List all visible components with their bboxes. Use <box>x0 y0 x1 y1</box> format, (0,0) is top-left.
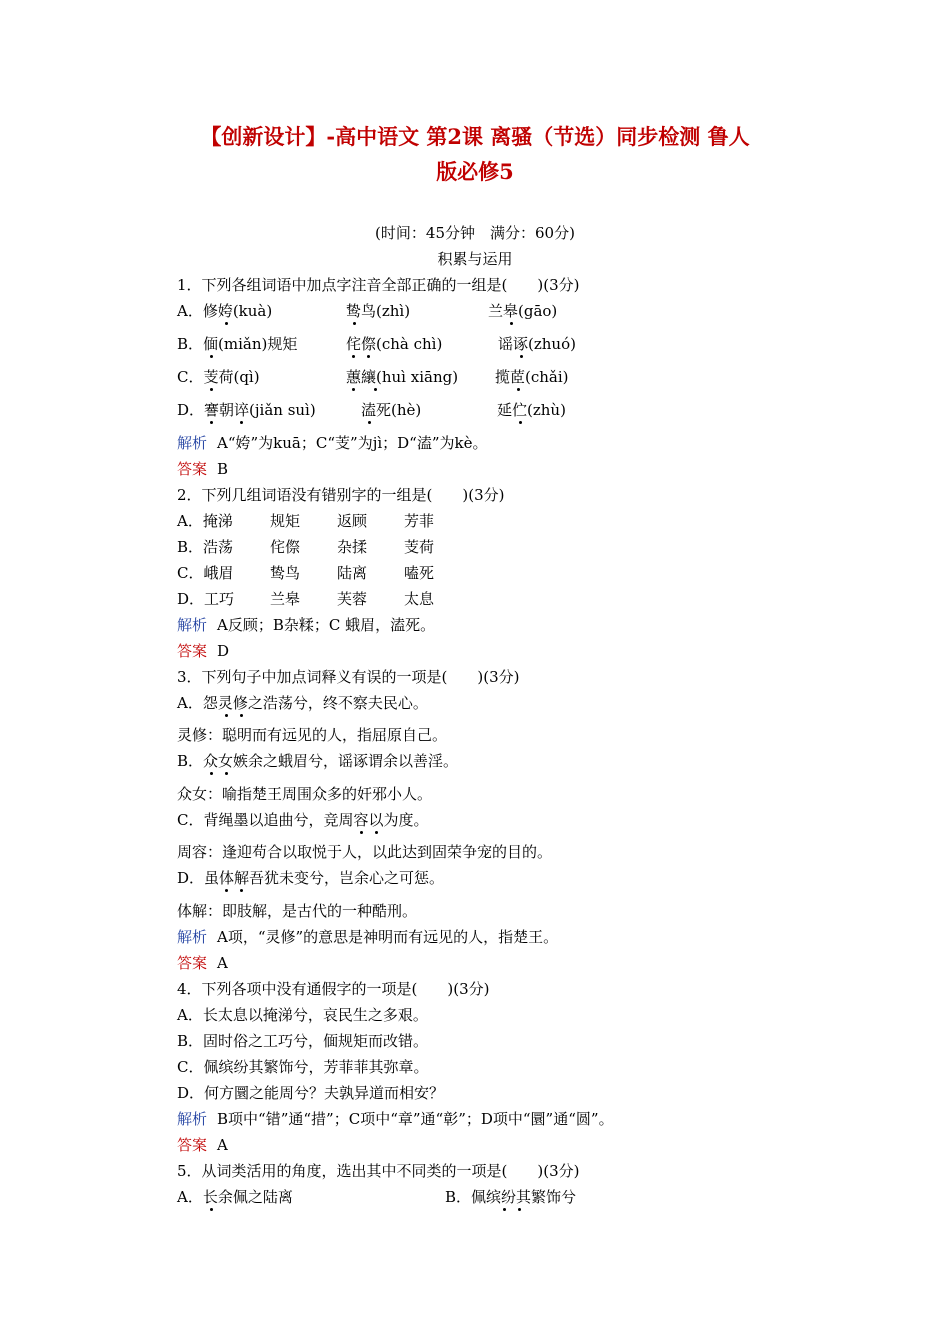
emphasis-dot <box>210 388 213 391</box>
q2-answer <box>177 641 229 661</box>
emphasis-dot <box>510 322 513 325</box>
q5-stem: 5．从词类活用的角度，选出其中不同类的一项是( )(3分) <box>177 1162 580 1180</box>
q3-option-d: D．虽体解吾犹未变兮，岂余心之可惩。 <box>177 869 445 887</box>
emphasis-dot <box>520 355 523 358</box>
q2-answer-text: D <box>217 642 230 660</box>
emphasis-dot <box>367 355 370 358</box>
emphasis-dot <box>225 889 228 892</box>
analysis-label: 解析 <box>177 928 208 946</box>
emphasis-dot <box>518 1208 521 1211</box>
emphasis-dot <box>503 1208 506 1211</box>
q1-option-b-3: 谣诼(zhuó) <box>498 335 576 353</box>
q4-option-b: B．固时俗之工巧兮，偭规矩而改错。 <box>177 1032 429 1050</box>
emphasis-dot <box>240 889 243 892</box>
q3-option-a-explanation: 灵修：聪明而有远见的人，指屈原自己。 <box>177 726 448 744</box>
answer-label: 答案 <box>177 642 208 660</box>
emphasis-dot <box>240 714 243 717</box>
emphasis-dot <box>210 772 213 775</box>
answer-label: 答案 <box>177 954 208 972</box>
q3-analysis-text: A项，“灵修”的意思是神明而有远见的人，指楚王。 <box>217 928 559 946</box>
emphasis-dot <box>210 1208 213 1211</box>
q1-option-a-2: 鸷鸟(zhì) <box>346 302 411 320</box>
analysis-label: 解析 <box>177 1110 208 1128</box>
q2-option-d-4: 太息 <box>404 590 435 608</box>
q3-analysis <box>177 927 558 947</box>
q1-option-a-3: 兰皋(gāo) <box>488 302 558 320</box>
q5-option-b: B．佩缤纷其繁饰兮 <box>445 1188 577 1206</box>
q4-option-c: C．佩缤纷其繁饰兮，芳菲菲其弥章。 <box>177 1058 429 1076</box>
q1-analysis <box>177 433 487 453</box>
emphasis-dot <box>240 421 243 424</box>
emphasis-dot <box>375 831 378 834</box>
q3-answer <box>177 953 228 973</box>
q2-analysis <box>177 615 435 635</box>
answer-label: 答案 <box>177 460 208 478</box>
q1-option-d-3: 延伫(zhù) <box>497 401 566 419</box>
q1-option-b-1: B．偭(miǎn)规矩 <box>177 335 298 353</box>
q2-option-a-4: 芳菲 <box>404 512 435 530</box>
q2-option-c-1: C．峨眉 <box>177 564 234 582</box>
q2-option-a-2: 规矩 <box>270 512 301 530</box>
q4-analysis-text: B项中“错”通“措”；C项中“章”通“彰”；D项中“圜”通“圆”。 <box>217 1110 614 1128</box>
q1-option-c-1: C．芰荷(qì) <box>177 368 260 386</box>
time-score-info: (时间：45分钟 满分：60分) <box>375 224 575 242</box>
analysis-label: 解析 <box>177 434 208 452</box>
q4-option-d: D．何方圜之能周兮？夫孰异道而相安？ <box>177 1084 445 1102</box>
document-title-line-1: 【创新设计】-高中语文 第2课 离骚（节选）同步检测 鲁人 <box>200 124 750 149</box>
q2-option-c-3: 陆离 <box>337 564 368 582</box>
q1-option-a-1: A．修姱(kuà) <box>177 302 273 320</box>
document-title-line-2: 版必修5 <box>436 159 514 184</box>
analysis-label: 解析 <box>177 616 208 634</box>
q4-stem: 4．下列各项中没有通假字的一项是( )(3分) <box>177 980 490 998</box>
q1-option-c-3: 揽茝(chǎi) <box>495 368 569 386</box>
q4-answer <box>177 1135 228 1155</box>
emphasis-dot <box>225 322 228 325</box>
emphasis-dot <box>374 388 377 391</box>
q4-analysis <box>177 1109 614 1129</box>
q3-option-c: C．背绳墨以追曲兮，竞周容以为度。 <box>177 811 429 829</box>
q2-option-d-2: 兰皋 <box>270 590 301 608</box>
q2-analysis-text: A反顾；B杂糅；C 蛾眉，溘死。 <box>217 616 436 634</box>
q2-option-a-3: 返顾 <box>337 512 368 530</box>
emphasis-dot <box>519 421 522 424</box>
emphasis-dot <box>225 772 228 775</box>
q2-option-c-4: 嗑死 <box>404 564 435 582</box>
q3-option-b: B．众女嫉余之蛾眉兮，谣诼谓余以善淫。 <box>177 752 459 770</box>
q2-option-b-1: B．浩荡 <box>177 538 234 556</box>
q2-stem: 2．下列几组词语没有错别字的一组是( )(3分) <box>177 486 505 504</box>
emphasis-dot <box>210 355 213 358</box>
q1-option-d-1: D．謇朝谇(jiǎn suì) <box>177 401 316 419</box>
q4-answer-text: A <box>217 1136 228 1154</box>
q3-option-c-explanation: 周容：逢迎苟合以取悦于人，以此达到固荣争宠的目的。 <box>177 843 553 861</box>
q2-option-a-1: A．掩涕 <box>177 512 233 530</box>
q3-option-d-explanation: 体解：即肢解，是古代的一种酷刑。 <box>177 902 418 920</box>
q3-stem: 3．下列句子中加点词释义有误的一项是( )(3分) <box>177 668 520 686</box>
emphasis-dot <box>352 388 355 391</box>
emphasis-dot <box>353 322 356 325</box>
emphasis-dot <box>368 421 371 424</box>
q2-option-d-1: D．工巧 <box>177 590 235 608</box>
q2-option-d-3: 芙蓉 <box>337 590 368 608</box>
q1-answer <box>177 459 228 479</box>
q1-option-c-2: 蕙纕(huì xiāng) <box>346 368 459 386</box>
q1-stem: 1．下列各组词语中加点字注音全部正确的一组是( )(3分) <box>177 276 580 294</box>
q4-option-a: A．长太息以掩涕兮，哀民生之多艰。 <box>177 1006 428 1024</box>
q1-answer-text: B <box>217 460 229 478</box>
emphasis-dot <box>352 355 355 358</box>
q3-option-a: A．怨灵修之浩荡兮，终不察夫民心。 <box>177 694 428 712</box>
q2-option-c-2: 鸷鸟 <box>270 564 301 582</box>
q3-option-b-explanation: 众女：喻指楚王周围众多的奸邪小人。 <box>177 785 433 803</box>
q3-answer-text: A <box>217 954 228 972</box>
answer-label: 答案 <box>177 1136 208 1154</box>
q2-option-b-4: 芰荷 <box>404 538 435 556</box>
emphasis-dot <box>225 714 228 717</box>
emphasis-dot <box>360 831 363 834</box>
emphasis-dot <box>517 388 520 391</box>
emphasis-dot <box>210 421 213 424</box>
q5-option-a: A．长余佩之陆离 <box>177 1188 293 1206</box>
q1-option-d-2: 溘死(hè) <box>361 401 422 419</box>
q2-option-b-2: 侘傺 <box>270 538 301 556</box>
section-heading: 积累与运用 <box>437 250 513 268</box>
q2-option-b-3: 杂揉 <box>337 538 368 556</box>
q1-analysis-text: A“姱”为kuā；C“芰”为jì；D“溘”为kè。 <box>217 434 488 452</box>
q1-option-b-2: 侘傺(chà chì) <box>346 335 443 353</box>
